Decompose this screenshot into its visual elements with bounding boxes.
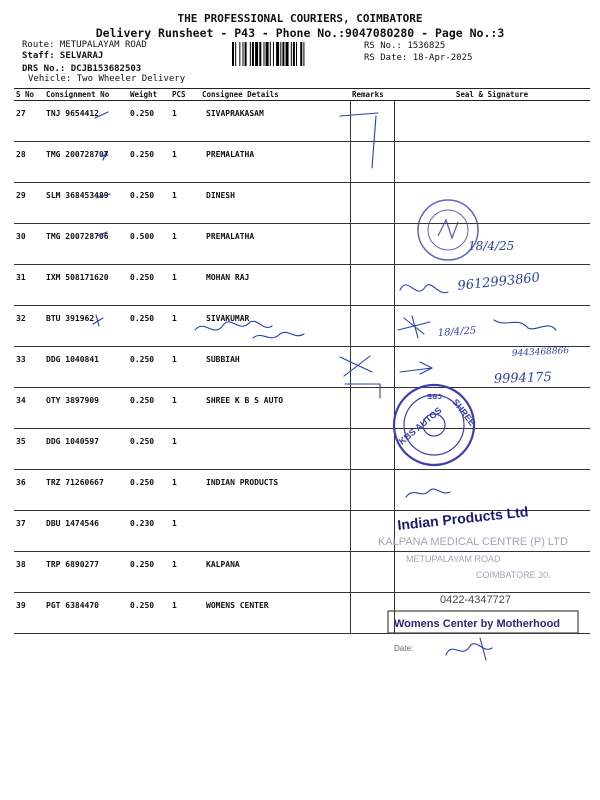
signature-cell	[394, 224, 590, 265]
consignment-number-cell: OTY 3897909	[44, 388, 128, 429]
handwritten-phone: 9994175	[493, 369, 553, 387]
signature-cell	[394, 552, 590, 593]
weight-cell: 0.250	[128, 101, 170, 142]
consignment-number-cell: DDG 1040841	[44, 347, 128, 388]
consignment-number-cell: DBU 1474546	[44, 511, 128, 552]
weight-cell: 0.250	[128, 470, 170, 511]
serial-number-cell: 31	[14, 265, 44, 306]
pieces-cell: 1	[170, 142, 200, 183]
serial-number-cell: 34	[14, 388, 44, 429]
serial-number-cell: 27	[14, 101, 44, 142]
remarks-cell	[350, 593, 394, 634]
consignment-number-cell: PGT 6384470	[44, 593, 128, 634]
serial-number-cell: 38	[14, 552, 44, 593]
signature-cell	[394, 511, 590, 552]
remarks-cell	[350, 265, 394, 306]
consignment-number-cell: TMG 200728707	[44, 142, 128, 183]
weight-cell: 0.250	[128, 429, 170, 470]
consignee-cell: SIVAKUMAR	[200, 306, 350, 347]
weight-cell: 0.500	[128, 224, 170, 265]
remarks-cell	[350, 306, 394, 347]
column-header: PCS	[170, 89, 200, 101]
table-row	[14, 306, 590, 347]
route-label: Route: METUPALAYAM ROAD	[22, 40, 147, 50]
column-header: Seal & Signature	[394, 89, 590, 101]
rs-number: RS No.: 1536825	[364, 41, 446, 51]
pieces-cell: 1	[170, 511, 200, 552]
consignee-cell: KALPANA	[200, 552, 350, 593]
consignee-cell: SUBBIAH	[200, 347, 350, 388]
consignment-number-cell: TMG 200728706	[44, 224, 128, 265]
consignment-number-cell: SLM 368453489	[44, 183, 128, 224]
weight-cell: 0.250	[128, 593, 170, 634]
pieces-cell: 1	[170, 470, 200, 511]
weight-cell: 0.250	[128, 347, 170, 388]
pieces-cell: 1	[170, 101, 200, 142]
remarks-cell	[350, 552, 394, 593]
remarks-cell	[350, 183, 394, 224]
womens-center-date-label: Date:	[394, 644, 414, 653]
table-row	[14, 388, 590, 429]
pieces-cell: 1	[170, 347, 200, 388]
consignee-cell: PREMALATHA	[200, 142, 350, 183]
serial-number-cell: 33	[14, 347, 44, 388]
pieces-cell: 1	[170, 306, 200, 347]
remarks-cell	[350, 347, 394, 388]
weight-cell: 0.250	[128, 306, 170, 347]
table-row	[14, 101, 590, 142]
consignment-number-cell: IXM 508171620	[44, 265, 128, 306]
serial-number-cell: 32	[14, 306, 44, 347]
serial-number-cell: 36	[14, 470, 44, 511]
weight-cell: 0.250	[128, 388, 170, 429]
consignee-cell: WOMENS CENTER	[200, 593, 350, 634]
table-header-row	[14, 89, 590, 101]
remarks-cell	[350, 470, 394, 511]
serial-number-cell: 35	[14, 429, 44, 470]
column-header: Consignee Details	[200, 89, 350, 101]
handwritten-phone: 9612993860	[456, 270, 541, 294]
signature-cell	[394, 101, 590, 142]
pieces-cell: 1	[170, 593, 200, 634]
table-row	[14, 265, 590, 306]
column-header: Weight	[128, 89, 170, 101]
pieces-cell: 1	[170, 224, 200, 265]
drs-label: DRS No.: DCJB153682503	[22, 64, 142, 74]
remarks-cell	[350, 429, 394, 470]
kbs-stamp-text: SHREE	[450, 397, 478, 428]
consignee-cell	[200, 511, 350, 552]
remarks-cell	[350, 224, 394, 265]
pieces-cell: 1	[170, 183, 200, 224]
womens-center-stamp-text: Womens Center by Motherhood	[394, 618, 561, 630]
consignee-cell: SHREE K B S AUTO	[200, 388, 350, 429]
signature-cell	[394, 347, 590, 388]
barcode-image	[232, 42, 362, 66]
handwritten-phone: 9443468866	[511, 346, 570, 359]
signature-cell	[394, 265, 590, 306]
rs-date: RS Date: 18-Apr-2025	[364, 53, 473, 63]
remarks-cell	[350, 388, 394, 429]
signature-mark	[446, 638, 492, 660]
table-row	[14, 593, 590, 634]
company-title: THE PROFESSIONAL COURIERS, COIMBATORE	[177, 12, 423, 25]
signature-cell	[394, 470, 590, 511]
table-row	[14, 183, 590, 224]
weight-cell: 0.250	[128, 552, 170, 593]
staff-label: Staff: SELVARAJ	[22, 51, 104, 61]
table-row	[14, 142, 590, 183]
pieces-cell: 1	[170, 265, 200, 306]
runsheet-subtitle: Delivery Runsheet - P43 - Phone No.:9047080280 - Page No.:3	[95, 26, 505, 40]
consignee-cell: PREMALATHA	[200, 224, 350, 265]
weight-cell: 0.230	[128, 511, 170, 552]
table-row	[14, 552, 590, 593]
kalpana-stamp-phone: 0422-4347727	[440, 594, 511, 606]
consignment-number-cell: DDG 1040597	[44, 429, 128, 470]
weight-cell: 0.250	[128, 142, 170, 183]
pieces-cell: 1	[170, 388, 200, 429]
kalpana-stamp-line: METUPALAYAM ROAD	[406, 554, 501, 564]
serial-number-cell: 29	[14, 183, 44, 224]
signature-cell	[394, 429, 590, 470]
signature-cell	[394, 183, 590, 224]
table-row	[14, 429, 590, 470]
table-row	[14, 347, 590, 388]
runsheet-table	[14, 88, 590, 634]
kbs-stamp-code: CBE	[427, 392, 442, 399]
column-header: Remarks	[350, 89, 394, 101]
consignee-cell: SIVAPRAKASAM	[200, 101, 350, 142]
weight-cell: 0.250	[128, 183, 170, 224]
indian-products-stamp: Indian Products Ltd	[396, 503, 530, 533]
consignee-cell	[200, 429, 350, 470]
consignment-number-cell: TRP 6890277	[44, 552, 128, 593]
consignment-number-cell: BTU 391962	[44, 306, 128, 347]
pieces-cell: 1	[170, 429, 200, 470]
handwritten-date: 18/4/25	[468, 239, 515, 253]
serial-number-cell: 30	[14, 224, 44, 265]
signature-cell	[394, 388, 590, 429]
consignee-cell: INDIAN PRODUCTS	[200, 470, 350, 511]
remarks-cell	[350, 142, 394, 183]
consignment-number-cell: TNJ 9654412	[44, 101, 128, 142]
serial-number-cell: 28	[14, 142, 44, 183]
kalpana-stamp-line: KALPANA MEDICAL CENTRE (P) LTD	[378, 536, 568, 548]
serial-number-cell: 37	[14, 511, 44, 552]
column-header: S No	[14, 89, 44, 101]
remarks-cell	[350, 511, 394, 552]
signature-cell	[394, 593, 590, 634]
consignment-number-cell: TRZ 71260667	[44, 470, 128, 511]
serial-number-cell: 39	[14, 593, 44, 634]
column-header: Consignment No	[44, 89, 128, 101]
signature-cell	[394, 306, 590, 347]
handwritten-date: 18/4/25	[437, 325, 477, 339]
vehicle-label: Vehicle: Two Wheeler Delivery	[28, 74, 186, 84]
kalpana-stamp-line: COIMBATORE 30.	[476, 570, 551, 580]
table-row	[14, 511, 590, 552]
table-row	[14, 470, 590, 511]
table-row	[14, 224, 590, 265]
kbs-stamp-text: KBS AUTOS	[396, 405, 444, 447]
consignee-cell: DINESH	[200, 183, 350, 224]
remarks-cell	[350, 101, 394, 142]
consignee-cell: MOHAN RAJ	[200, 265, 350, 306]
weight-cell: 0.250	[128, 265, 170, 306]
signature-cell	[394, 142, 590, 183]
pieces-cell: 1	[170, 552, 200, 593]
